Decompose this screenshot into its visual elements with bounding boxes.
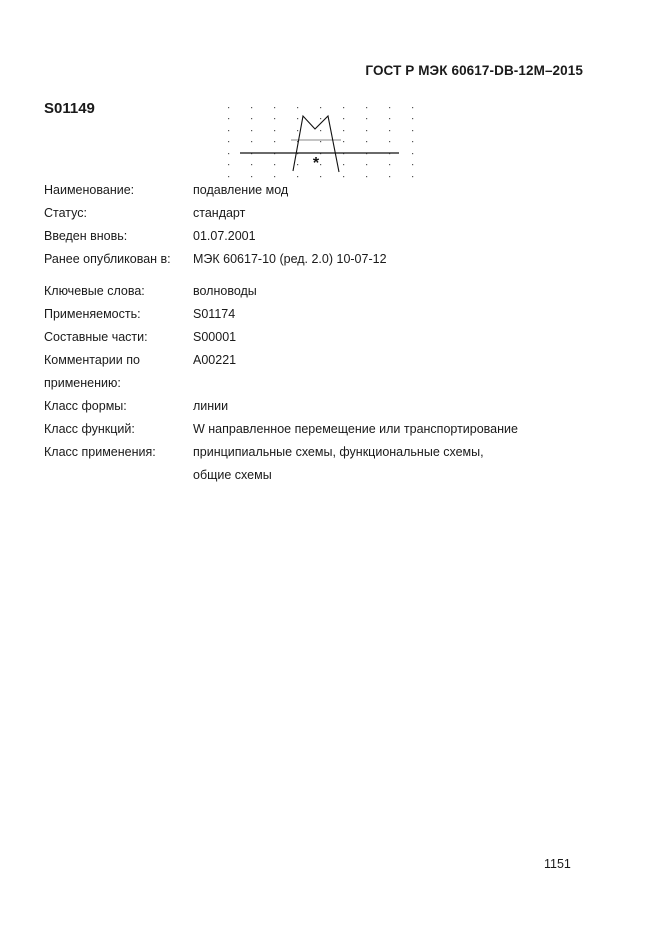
property-label: Ранее опубликован в: <box>44 252 171 266</box>
property-value: линии <box>193 399 229 413</box>
property-row <box>44 395 604 418</box>
page-number: 1151 <box>544 857 571 871</box>
property-value: W направленное перемещение или транспортирование <box>193 422 518 436</box>
symbol-id: S01149 <box>44 100 95 117</box>
property-value <box>193 372 604 395</box>
property-value: подавление мод <box>193 183 289 197</box>
property-value: S01174 <box>193 307 236 321</box>
property-row <box>44 303 604 326</box>
property-row <box>44 179 604 202</box>
properties-table <box>44 179 604 487</box>
property-label: Применяемость: <box>44 307 141 321</box>
standard-header: ГОСТ Р МЭК 60617-DB-12M–2015 <box>365 63 583 78</box>
property-value: волноводы <box>193 284 257 298</box>
property-row <box>44 418 604 441</box>
property-row <box>44 248 604 271</box>
property-label: Статус: <box>44 206 87 220</box>
property-value: принципиальные схемы, функциональные схемы, <box>193 445 484 459</box>
property-value: стандарт <box>193 206 246 220</box>
property-label: Составные части: <box>44 330 148 344</box>
property-value: A00221 <box>193 353 237 367</box>
property-label: Класс формы: <box>44 399 127 413</box>
property-row <box>44 349 604 372</box>
asterisk-marker: * <box>312 155 320 172</box>
mode-shape <box>293 116 339 172</box>
property-row <box>44 464 604 487</box>
property-row <box>44 202 604 225</box>
property-row <box>44 326 604 349</box>
property-label: Класс функций: <box>44 422 135 436</box>
property-row <box>44 280 604 303</box>
property-row <box>44 372 604 395</box>
property-value: МЭК 60617-10 (ред. 2.0) 10-07-12 <box>193 252 387 266</box>
property-label: Класс применения: <box>44 445 156 459</box>
property-label: применению: <box>44 376 121 390</box>
property-label: Введен вновь: <box>44 229 128 243</box>
symbol-figure <box>0 0 661 200</box>
property-row <box>44 225 604 248</box>
property-label: Наименование: <box>44 183 135 197</box>
dot-grid <box>228 107 413 177</box>
property-label: Комментарии по <box>44 353 140 367</box>
property-value: 01.07.2001 <box>193 229 256 243</box>
property-value: общие схемы <box>193 468 272 482</box>
property-label: Ключевые слова: <box>44 284 145 298</box>
property-label <box>44 464 193 487</box>
property-row <box>44 441 604 464</box>
property-value: S00001 <box>193 330 237 344</box>
